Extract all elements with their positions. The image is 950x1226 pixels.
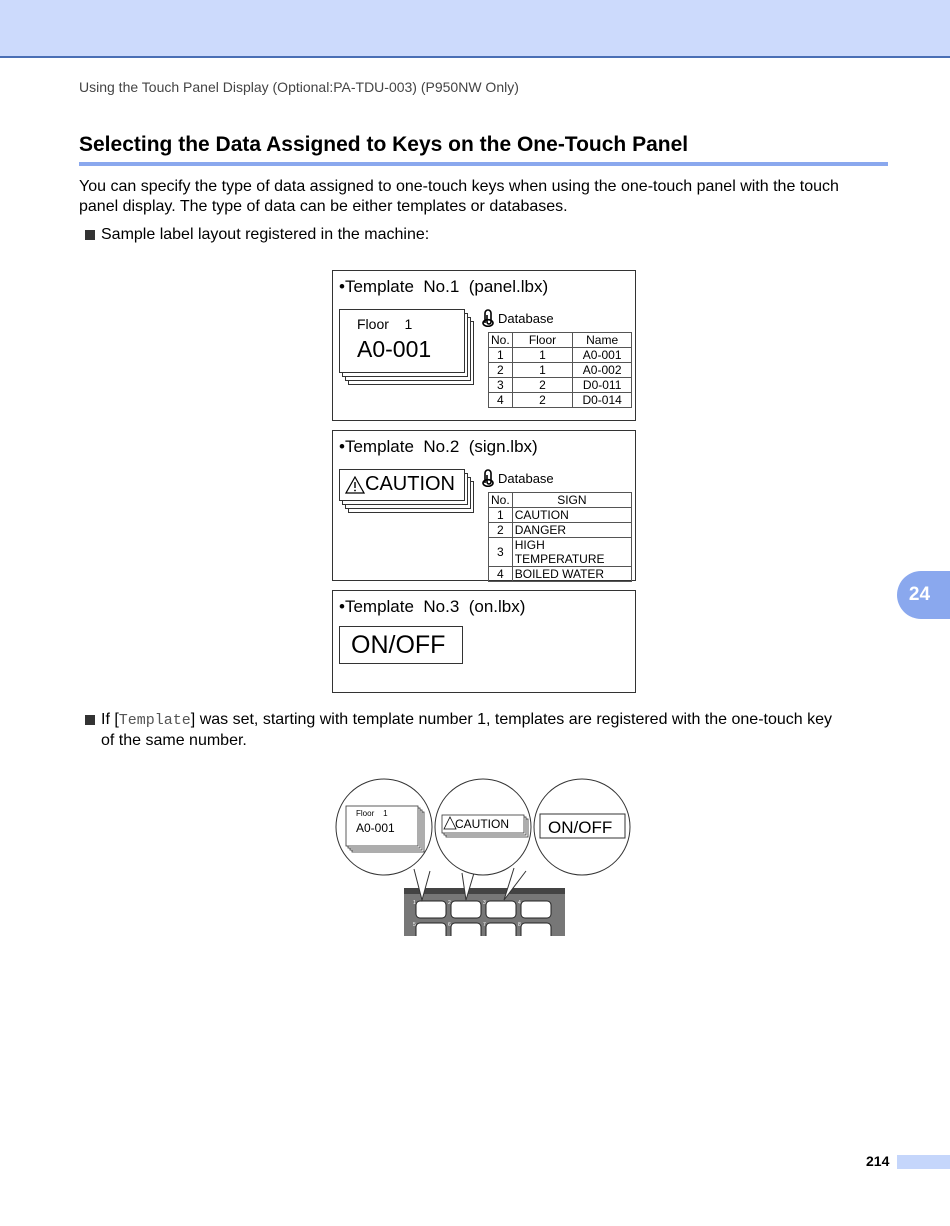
- db-cell: BOILED WATER: [512, 567, 631, 582]
- template-2-db-header: Database: [481, 469, 554, 487]
- one-touch-panel-figure: [334, 776, 634, 936]
- panel-key-number: 4: [518, 900, 521, 906]
- chapter-tab: 24: [897, 571, 950, 619]
- db-cell: 4: [489, 567, 513, 582]
- db-header-cell: No.: [489, 333, 513, 348]
- panel-key: [416, 923, 446, 936]
- db-cell: 2: [512, 393, 573, 408]
- table-row: [489, 523, 632, 538]
- db-cell: DANGER: [512, 523, 631, 538]
- bubble-3-onoff-text: ON/OFF: [548, 818, 613, 837]
- template-2-box: [332, 430, 636, 581]
- table-row: [489, 348, 632, 363]
- db-cell: 1: [512, 348, 573, 363]
- panel-key-number: 2: [448, 900, 451, 906]
- db-cell: CAUTION: [512, 508, 631, 523]
- label-card-onoff: [339, 626, 463, 664]
- panel-key-number: 7: [483, 922, 486, 928]
- db-cell: A0-002: [573, 363, 632, 378]
- panel-key-number: 6: [448, 922, 451, 928]
- db-header-cell: Name: [573, 333, 632, 348]
- paperclip-icon: [481, 309, 495, 327]
- label-card-front: [339, 309, 465, 373]
- panel-key: [486, 901, 516, 918]
- section-title: Selecting the Data Assigned to Keys on the One-Touch Panel: [79, 133, 689, 156]
- bullet-square-icon: [85, 715, 95, 725]
- table-row: [489, 567, 632, 582]
- template-1-db-header: Database: [481, 309, 554, 327]
- warning-triangle-icon: [345, 476, 365, 494]
- db-cell: A0-001: [573, 348, 632, 363]
- page-bar: [897, 1155, 950, 1169]
- db-cell: HIGH TEMPERATURE: [512, 538, 631, 567]
- label-card-front: [339, 469, 465, 501]
- title-rule: [79, 162, 888, 166]
- bubble-2-caution-text: CAUTION: [455, 817, 509, 831]
- top-band: [0, 0, 950, 58]
- label-floor-line: Floor 1: [357, 316, 413, 332]
- panel-key-number: 8: [518, 922, 521, 928]
- template-2-title: •Template No.2 (sign.lbx): [339, 437, 538, 456]
- label-caution-text: CAUTION: [365, 473, 455, 495]
- db-header-cell: SIGN: [512, 493, 631, 508]
- table-row: [489, 538, 632, 567]
- page-number: 214: [866, 1153, 890, 1169]
- template-1-title: •Template No.1 (panel.lbx): [339, 277, 549, 296]
- db-header-cell: Floor: [512, 333, 573, 348]
- template-3-box: [332, 590, 636, 693]
- table-row: [489, 393, 632, 408]
- db-cell: 2: [489, 363, 513, 378]
- bullet-text: If [Template] was set, starting with template number 1, templates are registered with the one-touch key of the same number.: [101, 711, 832, 749]
- db-header-row: [489, 493, 632, 508]
- table-row: [489, 363, 632, 378]
- template-1-box: [332, 270, 636, 421]
- template-1-db-table: [488, 332, 632, 408]
- panel-key: [521, 923, 551, 936]
- panel-key: [486, 923, 516, 936]
- bullet-square-icon: [85, 230, 95, 240]
- db-cell: 3: [489, 538, 513, 567]
- panel-key-number: 5: [413, 922, 416, 928]
- bubble-1-code-text: A0-001: [356, 821, 395, 835]
- template-3-title: •Template No.3 (on.lbx): [339, 597, 526, 616]
- db-cell: 4: [489, 393, 513, 408]
- template-2-label-stack: [339, 469, 479, 519]
- label-onoff-text: ON/OFF: [351, 631, 446, 659]
- bullet-sample-layout: [85, 225, 885, 245]
- template-2-db-table: [488, 492, 632, 582]
- bullet-template-keys: [85, 710, 885, 751]
- db-cell: 3: [489, 378, 513, 393]
- bubble-1-floor-text: Floor 1: [356, 809, 388, 818]
- db-cell: D0-011: [573, 378, 632, 393]
- table-row: [489, 378, 632, 393]
- db-cell: D0-014: [573, 393, 632, 408]
- intro-paragraph: [79, 177, 891, 217]
- panel-key: [521, 901, 551, 918]
- db-cell: 1: [489, 348, 513, 363]
- paperclip-icon: [481, 469, 495, 487]
- panel-key-number: 1: [413, 900, 416, 906]
- db-header-row: [489, 333, 632, 348]
- panel-key: [451, 923, 481, 936]
- db-header-cell: No.: [489, 493, 513, 508]
- panel-key: [416, 901, 446, 918]
- db-cell: 1: [512, 363, 573, 378]
- table-row: [489, 508, 632, 523]
- running-header: Using the Touch Panel Display (Optional:PA-TDU-003) (P950NW Only): [79, 79, 519, 95]
- template-1-label-stack: [339, 309, 479, 389]
- db-cell: 2: [489, 523, 513, 538]
- bullet-text: Sample label layout registered in the machine:: [101, 226, 430, 243]
- db-cell: 1: [489, 508, 513, 523]
- intro-line-2: panel display. The type of data can be either templates or databases.: [79, 198, 568, 215]
- label-code: A0-001: [357, 336, 432, 362]
- intro-line-1: You can specify the type of data assigned to one-touch keys when using the one-touch panel with the touch: [79, 178, 839, 195]
- panel-key-number: 3: [483, 900, 486, 906]
- panel-key: [451, 901, 481, 918]
- db-cell: 2: [512, 378, 573, 393]
